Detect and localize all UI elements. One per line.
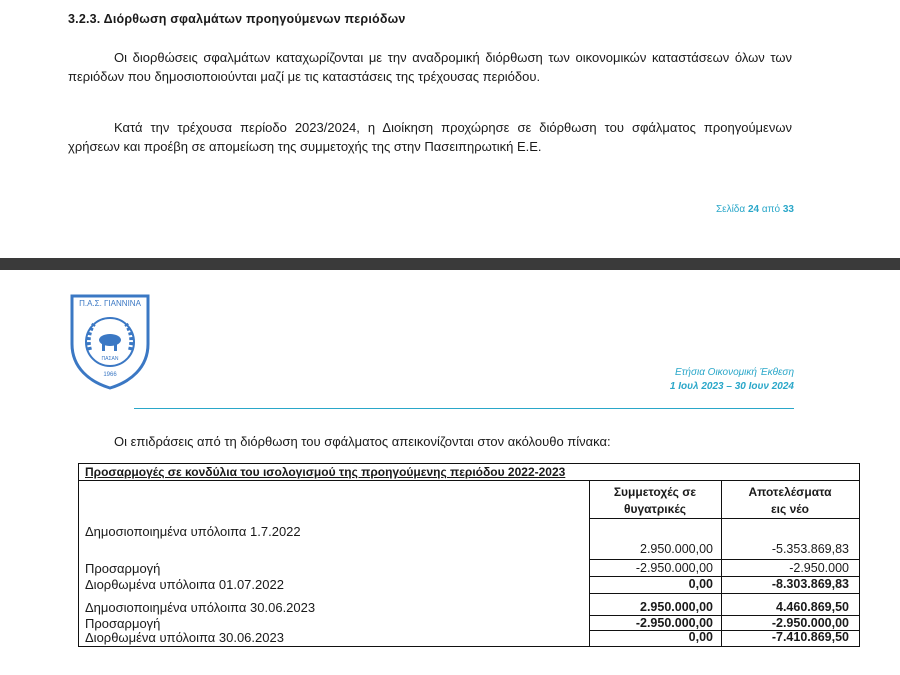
row-line: [589, 593, 859, 594]
table-intro: Οι επιδράσεις από τη διόρθωση του σφάλματος απεικονίζονται στον ακόλουθο πίνακα:: [114, 434, 611, 449]
report-period: 1 Ιουλ 2023 – 30 Ιουν 2024: [669, 381, 794, 392]
club-logo: [68, 292, 152, 390]
header-underline: [589, 518, 859, 519]
report-title: Ετήσια Οικονομική Έκθεση: [674, 367, 794, 378]
cell-investments: -2.950.000,00: [635, 616, 713, 630]
paragraph-error-corrections: Οι διορθώσεις σφαλμάτων καταχωρίζονται με την αναδρομική διόρθωση των οικονομικών καταστάσεων όλων των περιόδων που δημοσιοποιούνται μαζί με τις καταστάσεις της τρέχουσας περιόδου.: [68, 50, 792, 84]
header-retained-line1: Αποτελέσματα: [748, 485, 832, 499]
cell-investments: 0,00: [688, 630, 713, 644]
column-divider: [721, 480, 722, 646]
row-line: [589, 559, 859, 560]
cell-investments: -2.950.000,00: [635, 561, 713, 575]
cell-retained: -2.950.000,00: [771, 616, 849, 630]
cell-retained: -7.410.869,50: [771, 630, 849, 644]
upper-page: [0, 0, 900, 258]
logo-text: Π.Α.Σ. ΓΙΑΝΝΙΝΑ: [79, 299, 141, 308]
row-label: Διορθωμένα υπόλοιπα 30.06.2023: [85, 630, 284, 645]
paragraph-current-period: Κατά την τρέχουσα περίοδο 2023/2024, η Διοίκηση προχώρησε σε διόρθωση του σφάλματος προηγούμενων χρήσεων και προέβη σε απομείωση της συμμετοχής της στην Πασειπηρωτική Ε.Ε.: [68, 120, 792, 154]
page-sep: από: [761, 204, 781, 215]
table-caption: [79, 464, 859, 481]
report-header: [560, 366, 794, 394]
table-caption-text: Προσαρμογές σε κονδύλια του ισολογισμού της προηγούμενης περιόδου 2022-2023: [85, 465, 566, 479]
cell-investments: 2.950.000,00: [640, 600, 713, 614]
header-investments-line1: Συμμετοχές σε: [613, 485, 697, 499]
header-rule: [134, 408, 794, 409]
header-retained-earnings: [723, 484, 857, 518]
cell-retained: -2.950.000: [789, 561, 849, 575]
page-number: [660, 204, 794, 215]
logo-name: ΠΑΣΑΝ: [101, 356, 119, 362]
row-label: Δημοσιοποιημένα υπόλοιπα 1.7.2022: [85, 524, 301, 539]
header-retained-line2: εις νέο: [770, 502, 810, 516]
page-current: 24: [747, 204, 760, 215]
cell-retained: -5.353.869,83: [771, 542, 849, 556]
cell-retained: -8.303.869,83: [771, 577, 849, 591]
row-label: Προσαρμογή: [85, 561, 161, 576]
header-investments-line2: θυγατρικές: [624, 502, 686, 516]
column-divider: [589, 480, 590, 646]
page-divider: [0, 258, 900, 270]
adjustments-table: [78, 463, 860, 647]
cell-retained: 4.460.869,50: [776, 600, 849, 614]
lower-page: [0, 270, 900, 675]
section-title: 3.2.3. Διόρθωση σφαλμάτων προηγούμενων περιόδων: [68, 12, 406, 26]
page-total: 33: [782, 204, 794, 215]
row-label: Προσαρμογή: [85, 616, 161, 631]
row-label: Δημοσιοποιημένα υπόλοιπα 30.06.2023: [85, 600, 316, 615]
cell-investments: 0,00: [688, 577, 713, 591]
page-label: Σελίδα: [715, 204, 746, 215]
row-label: Διορθωμένα υπόλοιπα 01.07.2022: [85, 577, 284, 592]
logo-year: 1966: [103, 372, 117, 378]
header-investments: [591, 484, 719, 518]
cell-investments: 2.950.000,00: [640, 542, 713, 556]
